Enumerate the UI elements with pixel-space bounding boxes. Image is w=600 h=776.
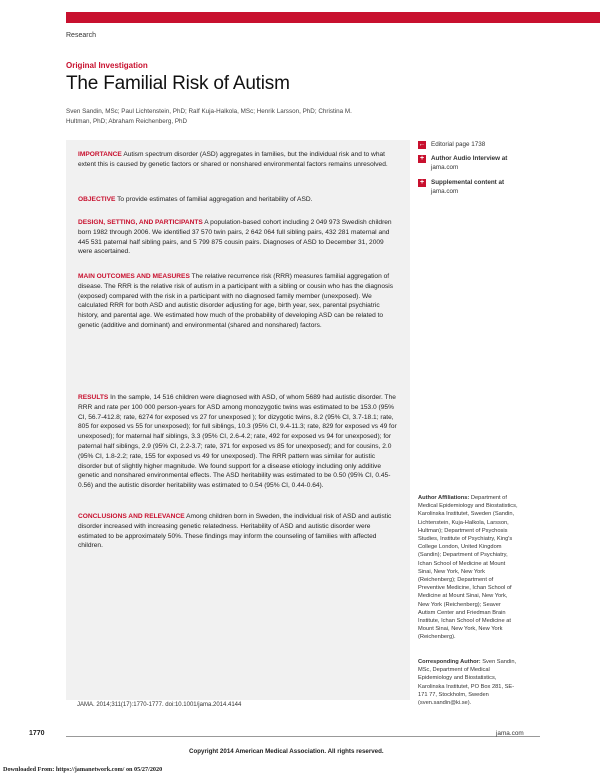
affiliations-label: Author Affiliations: <box>418 495 470 501</box>
citation: JAMA. 2014;311(17):1770-1777. doi:10.1001/jama.2014.4144 <box>77 702 242 708</box>
abstract-importance <box>78 150 398 170</box>
corresponding-label: Corresponding Author: <box>418 659 481 665</box>
abstract-objective <box>78 195 398 205</box>
abstract-text: Among children born in Sweden, the individual risk of ASD and autistic disorder increased with increasing genetic relatedness. Heritability of ASD and autistic disorder were estimated to be approximately 50%. These findings may inform the counseling of families with affected children. <box>78 513 392 550</box>
abstract-conclusions <box>78 512 398 551</box>
affiliations-text: Department of Medical Epidemiology and Biostatistics, Karolinska Institutet, Sweden (Sandin, Lichtenstein, Kuja-Halkola, Larsson, Hultman); Department of Psychosis Studies, Institute of Psychiatry, King's College London, United Kingdom (Sandin); Department of Psychiatry, Ichan School of Medicine at Mount Sinai, New York, New York (Reichenberg); Department of Preventive Medicine, Ichan School of Medicine at Mount Sinai, New York, New York (Reichenberg); Seaver Autism Center and Friedman Brain Institute, Ichan School of Medicine at Mount Sinai, New York, New York (Reichenberg). <box>418 495 518 641</box>
header-color-bar <box>66 12 600 23</box>
audio-interview-url: jama.com <box>431 164 459 171</box>
section-label: Research <box>66 32 96 39</box>
copyright: Copyright 2014 American Medical Association. All rights reserved. <box>189 748 384 755</box>
author-affiliations <box>418 494 518 642</box>
article-title: The Familial Risk of Autism <box>66 73 290 94</box>
journal-url[interactable]: jama.com <box>496 730 524 737</box>
abstract-text: The relative recurrence risk (RRR) measures familial aggregation of disease. The RRR is the relative risk of autism in a participant with a sibling or cousin who has the diagnosis (exposed) compared with the risk in a participant with no diagnosed family member (unexposed). We calculated RRR for both ASD and autistic disorder adjusting for age, birth year, sex, parental psychiatric history, and parental age. We estimated how much of the probability of developing ASD can be related to genetic (additive and dominant) and environmental (shared and nonshared) factors. <box>78 273 394 329</box>
supplemental-label <box>431 178 526 196</box>
corresponding-author <box>418 658 518 707</box>
abstract-outcomes <box>78 272 398 331</box>
editorial-label: Editorial page 1738 <box>431 141 486 148</box>
editorial-arrow-icon: ← <box>418 141 426 148</box>
plus-icon: + <box>419 155 425 162</box>
abstract-box <box>66 140 410 700</box>
audio-interview-label <box>431 154 526 172</box>
footer-divider <box>66 736 540 737</box>
page-number: 1770 <box>29 730 45 737</box>
abstract-heading: DESIGN, SETTING, AND PARTICIPANTS <box>78 219 203 226</box>
abstract-text: To provide estimates of familial aggregation and heritability of ASD. <box>117 196 313 203</box>
abstract-design <box>78 218 398 257</box>
abstract-heading: RESULTS <box>78 394 109 401</box>
abstract-heading: IMPORTANCE <box>78 151 122 158</box>
abstract-text: In the sample, 14 516 children were diagnosed with ASD, of whom 5689 had autistic disorder. The RRR and rate per 100 000 person-years for ASD among monozygotic twins was estimated to be 153.0 (95% CI, 56.7-412.8; rate, 6274 for exposed vs 27 for unexposed ); for dizygotic twins, 8.2 (95% CI, 3.7-18.1; rate, 805 for exposed vs 55 for unexposed); for full siblings, 10.3 (95% CI, 9.4-11.3; rate, 829 for exposed vs 49 for unexposed); for maternal half siblings, 3.3 (95% CI, 2.6-4.2; rate, 492 for exposed vs 94 for unexposed); for paternal half siblings, 2.9 (95% CI, 2.2-3.7; rate, 371 for exposed vs 85 for unexposed); and for cousins, 2.0 (95% CI, 1.8-2.2; rate, 155 for exposed vs 49 for unexposed). The RRR pattern was similar for autistic disorder but of slightly higher magnitude. We found support for a disease etiology including only additive genetic and nonshared environmental effects. The ASD heritability was estimated to be 0.50 (95% CI, 0.45-0.56) and the autistic disorder heritability was estimated to 0.54 (95% CI, 0.44-0.64). <box>78 394 397 490</box>
abstract-text: A population-based cohort including 2 049 973 Swedish children born 1982 through 2006. We identified 37 570 twin pairs, 2 642 064 full sibling pairs, 432 281 maternal and 445 531 paternal half sibling pairs, and 5 799 875 cousin pairs. Diagnoses of ASD to December 31, 2009 were ascertained. <box>78 219 392 256</box>
corresponding-text: Sven Sandin, MSc, Department of Medical Epidemiology and Biostatistics, Karolinska Institutet, PO Box 281, SE-171 77, Stockholm, Sweden (sven.sandin@ki.se). <box>418 659 517 707</box>
plus-icon: + <box>419 179 425 186</box>
abstract-heading: CONCLUSIONS AND RELEVANCE <box>78 513 185 520</box>
abstract-heading: OBJECTIVE <box>78 196 116 203</box>
download-stamp: Downloaded From: https://jamanetwork.com/ on 05/27/2020 <box>3 766 163 773</box>
abstract-text: Autism spectrum disorder (ASD) aggregates in families, but the individual risk and to what extent this is caused by genetic factors or shared or nonshared environmental factors remains unresolved. <box>78 151 388 168</box>
abstract-results <box>78 393 398 491</box>
supplemental-text: Supplemental content at <box>431 179 505 186</box>
audio-interview-text: Author Audio Interview at <box>431 155 508 162</box>
author-list: Sven Sandin, MSc; Paul Lichtenstein, PhD; Ralf Kuja-Halkola, MSc; Henrik Larsson, PhD; Christina M. Hultman, PhD; Abraham Reichenberg, PhD <box>66 108 352 125</box>
abstract-heading: MAIN OUTCOMES AND MEASURES <box>78 273 190 280</box>
supplemental-url: jama.com <box>431 188 459 195</box>
article-type: Original Investigation <box>66 61 148 70</box>
